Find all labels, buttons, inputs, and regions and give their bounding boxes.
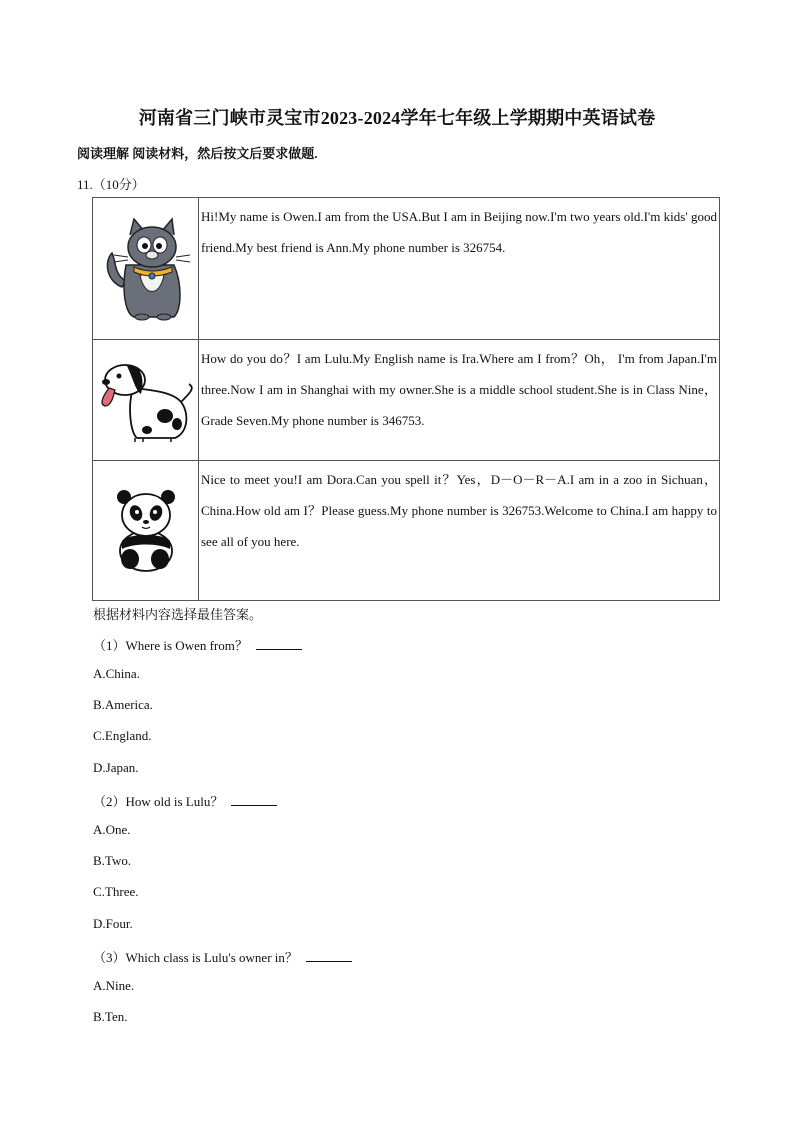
passage-row: [93, 461, 720, 601]
passage-image-cell: [93, 461, 199, 601]
question-number: 11.（10分）: [77, 177, 145, 192]
cat-illustration: [100, 217, 192, 321]
answer-blank[interactable]: [256, 637, 302, 650]
option-item: C.Three.: [93, 884, 139, 899]
question-stem-text: （2）How old is Lulu？: [93, 794, 224, 809]
option-item: B.Ten.: [93, 1009, 128, 1024]
question-stem-text: （1）Where is Owen from？: [93, 638, 248, 653]
option-item: A.Nine.: [93, 978, 135, 993]
question-stem: [93, 791, 277, 810]
section-instruction: 阅读理解 阅读材料，然后按文后要求做题.: [77, 146, 318, 161]
answer-blank[interactable]: [231, 793, 277, 806]
option-item: C.England.: [93, 728, 152, 743]
passage-text: Nice to meet you!I am Dora.Can you spell it？Yes，D－O－R－A.I am in a zoo in Sichuan，China.How old am I？Please guess.My phone number is 326753.Welcome to China.I am happy to see all of you here.: [199, 461, 720, 601]
option-item: A.One.: [93, 822, 131, 837]
question-stem: [93, 635, 302, 654]
passage-image-cell: [93, 198, 199, 340]
option-item: D.Four.: [93, 916, 133, 931]
passage-row: [93, 198, 720, 340]
page-title: 河南省三门峡市灵宝市2023-2024学年七年级上学期期中英语试卷: [138, 108, 656, 128]
passage-table: [92, 197, 720, 601]
option-item: B.Two.: [93, 853, 132, 868]
option-item: B.America.: [93, 697, 153, 712]
passage-text: Hi!My name is Owen.I am from the USA.But I am in Beijing now.I'm two years old.I'm kids' good friend.My best friend is Ann.My phone number is 326754.: [199, 198, 720, 340]
answer-blank[interactable]: [306, 949, 352, 962]
passage-row: [93, 340, 720, 461]
option-item: D.Japan.: [93, 760, 139, 775]
passage-image-cell: [93, 340, 199, 461]
option-item: A.China.: [93, 666, 140, 681]
dog-illustration: [97, 358, 195, 442]
panda-illustration: [114, 489, 178, 573]
question-stem-text: （3）Which class is Lulu's owner in？: [93, 950, 298, 965]
answer-prompt: 根据材料内容选择最佳答案。: [93, 607, 263, 622]
question-stem: [93, 947, 352, 966]
passage-text: How do you do？I am Lulu.My English name is Ira.Where am I from？Oh， I'm from Japan.I'm three.Now I am in Shanghai with my owner.She is a middle school student.She is in Class Nine，Grade Seven.My phone number is 346753.: [199, 340, 720, 461]
